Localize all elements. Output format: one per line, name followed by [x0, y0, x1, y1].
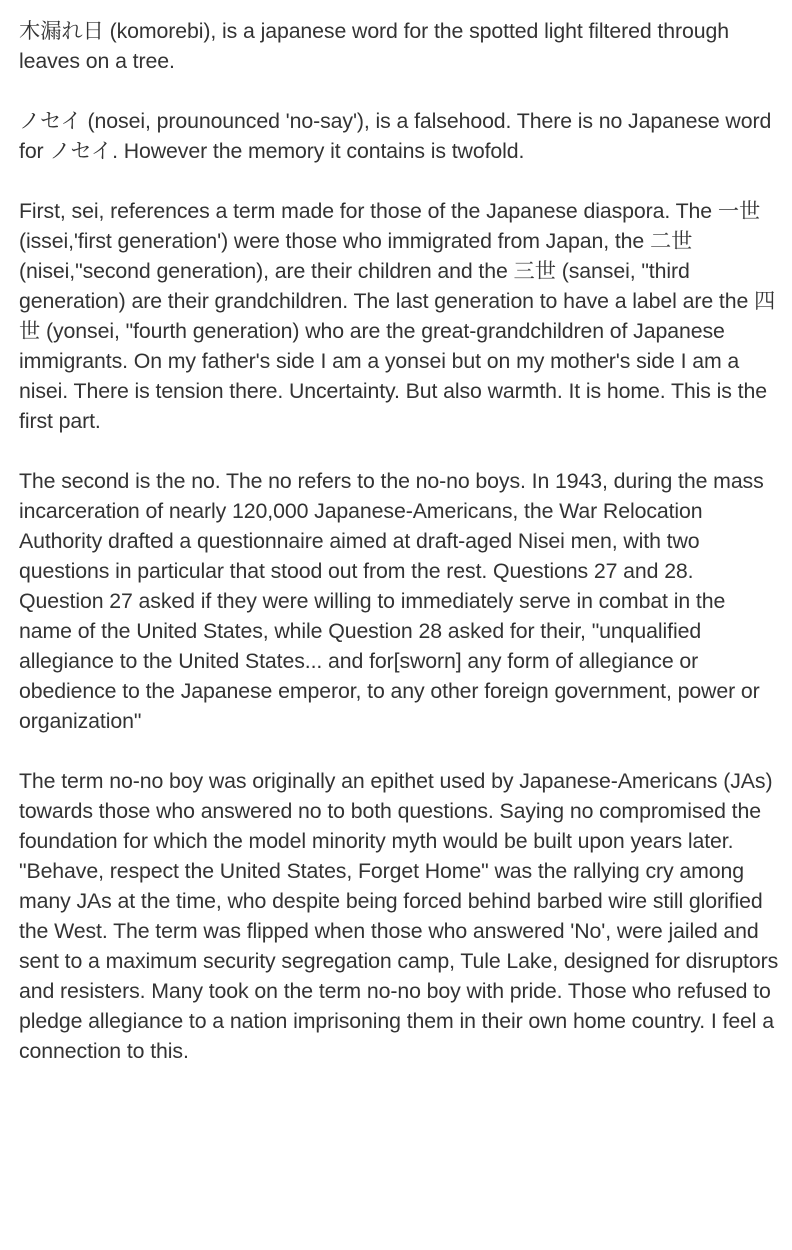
paragraph-sei-generations: First, sei, references a term made for those of the Japanese diaspora. The 一世 (issei,'first generation') were those who immigrated from Japan, the 二世 (nisei,"second generation), are their children and the 三世 (sansei, "third generation) are their grandchildren. The last generation to have a label are the 四世 (yonsei, "fourth generation) who are the great-grandchildren of Japanese immigrants. On my father's side I am a yonsei but on my mother's side I am a nisei. There is tension there. Uncertainty. But also warmth. It is home. This is the first part.	[19, 199, 776, 433]
paragraph-nosei: ノセイ (nosei, prounounced 'no-say'), is a falsehood. There is no Japanese word for ノセイ. However the memory it contains is twofold.	[19, 109, 772, 163]
paragraph-no-no-boys: The second is the no. The no refers to the no-no boys. In 1943, during the mass incarceration of nearly 120,000 Japanese-Americans, the War Relocation Authority drafted a questionnaire aimed at draft-aged Nisei men, with two questions in particular that stood out from the rest. Questions 27 and 28. Question 27 asked if they were willing to immediately serve in combat in the name of the United States, while Question 28 asked for their, "unqualified allegiance to the United States... and for[sworn] any form of allegiance or obedience to the Japanese emperor, to any other foreign government, power or organization"	[19, 469, 764, 733]
paragraph-komorebi: 木漏れ日 (komorebi), is a japanese word for the spotted light filtered through leaves on a tree.	[19, 19, 729, 73]
paragraph-no-no-boy-term: The term no-no boy was originally an epithet used by Japanese-Americans (JAs) towards those who answered no to both questions. Saying no compromised the foundation for which the model minority myth would be built upon years later. "Behave, respect the United States, Forget Home" was the rallying cry among many JAs at the time, who despite being forced behind barbed wire still glorified the West. The term was flipped when those who answered 'No', were jailed and sent to a maximum security segregation camp, Tule Lake, designed for disruptors and resisters. Many took on the term no-no boy with pride. Those who refused to pledge allegiance to a nation imprisoning them in their own home country. I feel a connection to this.	[19, 769, 779, 1063]
article-body	[19, 16, 779, 1096]
